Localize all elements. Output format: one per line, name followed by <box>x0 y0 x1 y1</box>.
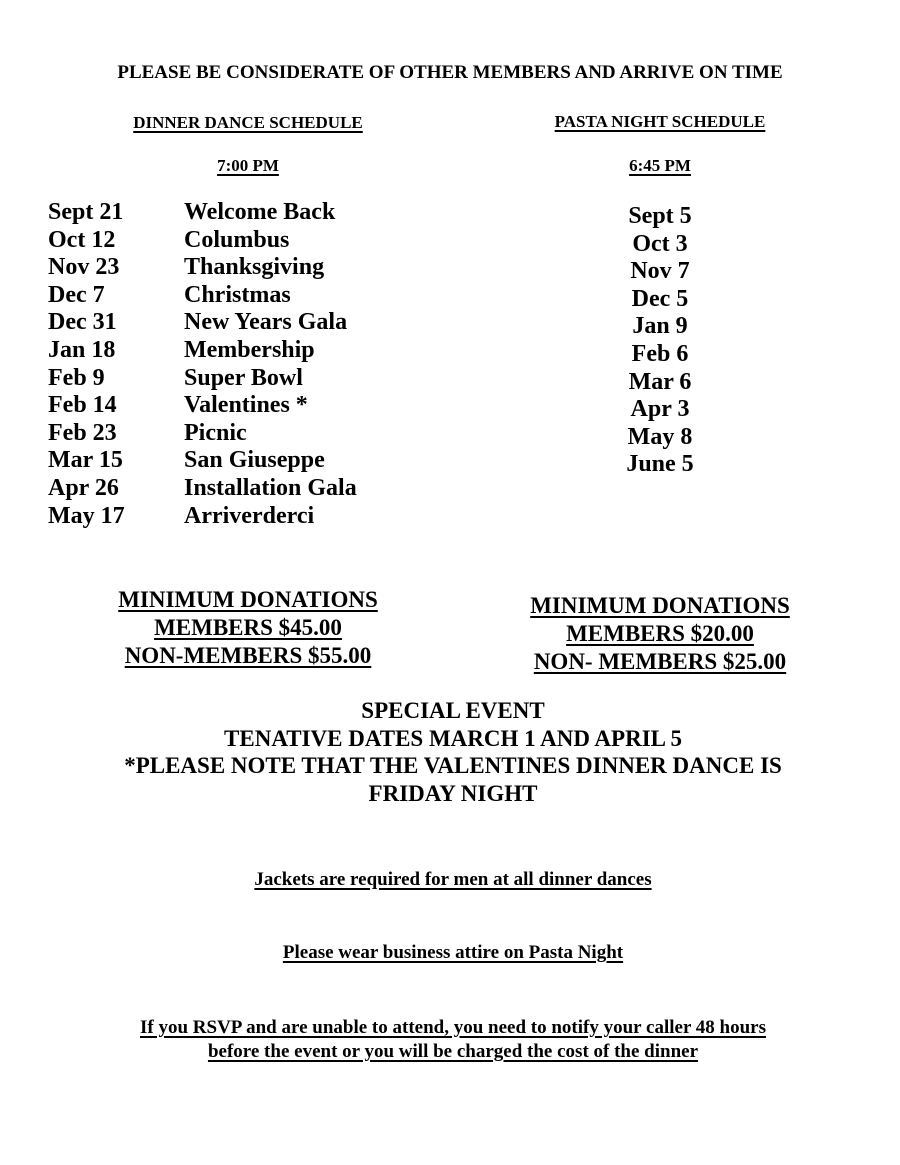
dinner-dance-row <box>48 392 468 420</box>
rsvp-note-line2: before the event or you will be charged the cost of the dinner <box>207 1041 699 1062</box>
pasta-night-date: Apr 3 <box>630 396 690 423</box>
attire-note <box>0 942 900 964</box>
pasta-night-date: Nov 7 <box>630 258 690 285</box>
event-date: Jan 18 <box>48 336 116 363</box>
event-name: New Years Gala <box>184 309 348 336</box>
event-date: Nov 23 <box>48 254 120 281</box>
pasta-night-schedule <box>560 203 760 479</box>
event-name: Arriverderci <box>184 502 315 529</box>
event-date: Sept 21 <box>48 199 124 225</box>
pasta-night-heading: PASTA NIGHT SCHEDULE <box>554 112 766 131</box>
event-date: Mar 15 <box>48 447 123 474</box>
dinner-dance-row <box>48 337 468 365</box>
pasta-night-date: Oct 3 <box>632 230 688 257</box>
dinner-dance-row <box>48 475 468 503</box>
dinner-dance-row <box>48 503 468 531</box>
dinner-dance-donations <box>38 586 458 670</box>
event-name: Columbus <box>184 226 290 253</box>
special-event-title: SPECIAL EVENT <box>361 698 545 723</box>
pasta-night-date: Jan 9 <box>632 313 688 340</box>
special-event-note-line2: FRIDAY NIGHT <box>368 780 538 806</box>
dinner-dance-schedule <box>48 199 468 530</box>
event-name: Membership <box>184 336 315 363</box>
pasta-night-date: Dec 5 <box>631 285 689 312</box>
donations-members: MEMBERS $20.00 <box>566 621 754 646</box>
dinner-dance-row <box>48 282 468 310</box>
event-date: Feb 14 <box>48 392 117 419</box>
event-date: Apr 26 <box>48 474 119 501</box>
dinner-dance-row <box>48 420 468 448</box>
special-event <box>0 697 900 807</box>
jackets-note-text: Jackets are required for men at all dinner dances <box>254 869 652 890</box>
event-name: Welcome Back <box>184 199 336 225</box>
event-date: May 17 <box>48 502 125 529</box>
event-date: Dec 31 <box>48 309 117 336</box>
event-name: Picnic <box>184 419 247 446</box>
dinner-dance-row <box>48 447 468 475</box>
event-name: Installation Gala <box>184 474 357 501</box>
event-date: Dec 7 <box>48 281 105 308</box>
event-date: Oct 12 <box>48 226 116 253</box>
donations-title: MINIMUM DONATIONS <box>530 593 790 618</box>
event-name: Thanksgiving <box>184 254 325 281</box>
event-name: Super Bowl <box>184 364 303 391</box>
pasta-night-donations <box>450 592 870 676</box>
page-notice: PLEASE BE CONSIDERATE OF OTHER MEMBERS AND ARRIVE ON TIME <box>117 62 783 83</box>
donations-non-members: NON- MEMBERS $25.00 <box>533 649 787 674</box>
event-date: Feb 9 <box>48 364 105 391</box>
dinner-dance-row <box>48 365 468 393</box>
dinner-dance-row <box>48 227 468 255</box>
pasta-night-date: Mar 6 <box>628 368 692 395</box>
donations-members: MEMBERS $45.00 <box>154 615 342 640</box>
special-event-note-line1: *PLEASE NOTE THAT THE VALENTINES DINNER DANCE IS <box>124 753 782 778</box>
event-name: Valentines * <box>184 392 308 419</box>
pasta-night-date: May 8 <box>627 423 693 450</box>
event-name: San Giuseppe <box>184 447 325 474</box>
donations-non-members: NON-MEMBERS $55.00 <box>124 643 372 668</box>
special-event-dates: TENATIVE DATES MARCH 1 AND APRIL 5 <box>224 725 682 751</box>
rsvp-note-line1: If you RSVP and are unable to attend, you need to notify your caller 48 hours <box>140 1017 766 1038</box>
dinner-dance-heading: DINNER DANCE SCHEDULE <box>133 113 363 132</box>
dinner-dance-row <box>48 309 468 337</box>
event-date: Feb 23 <box>48 419 117 446</box>
pasta-night-time: 6:45 PM <box>629 156 691 175</box>
dinner-dance-time: 7:00 PM <box>217 156 279 175</box>
pasta-night-date: June 5 <box>626 451 694 478</box>
dinner-dance-row <box>48 254 468 282</box>
attire-note-text: Please wear business attire on Pasta Night <box>282 942 624 963</box>
event-name: Christmas <box>184 281 291 308</box>
pasta-night-date: Feb 6 <box>631 340 689 367</box>
jackets-note <box>0 869 900 891</box>
pasta-night-date: Sept 5 <box>628 203 692 229</box>
dinner-dance-row <box>48 199 468 227</box>
rsvp-note <box>0 1016 900 1064</box>
donations-title: MINIMUM DONATIONS <box>118 587 378 612</box>
